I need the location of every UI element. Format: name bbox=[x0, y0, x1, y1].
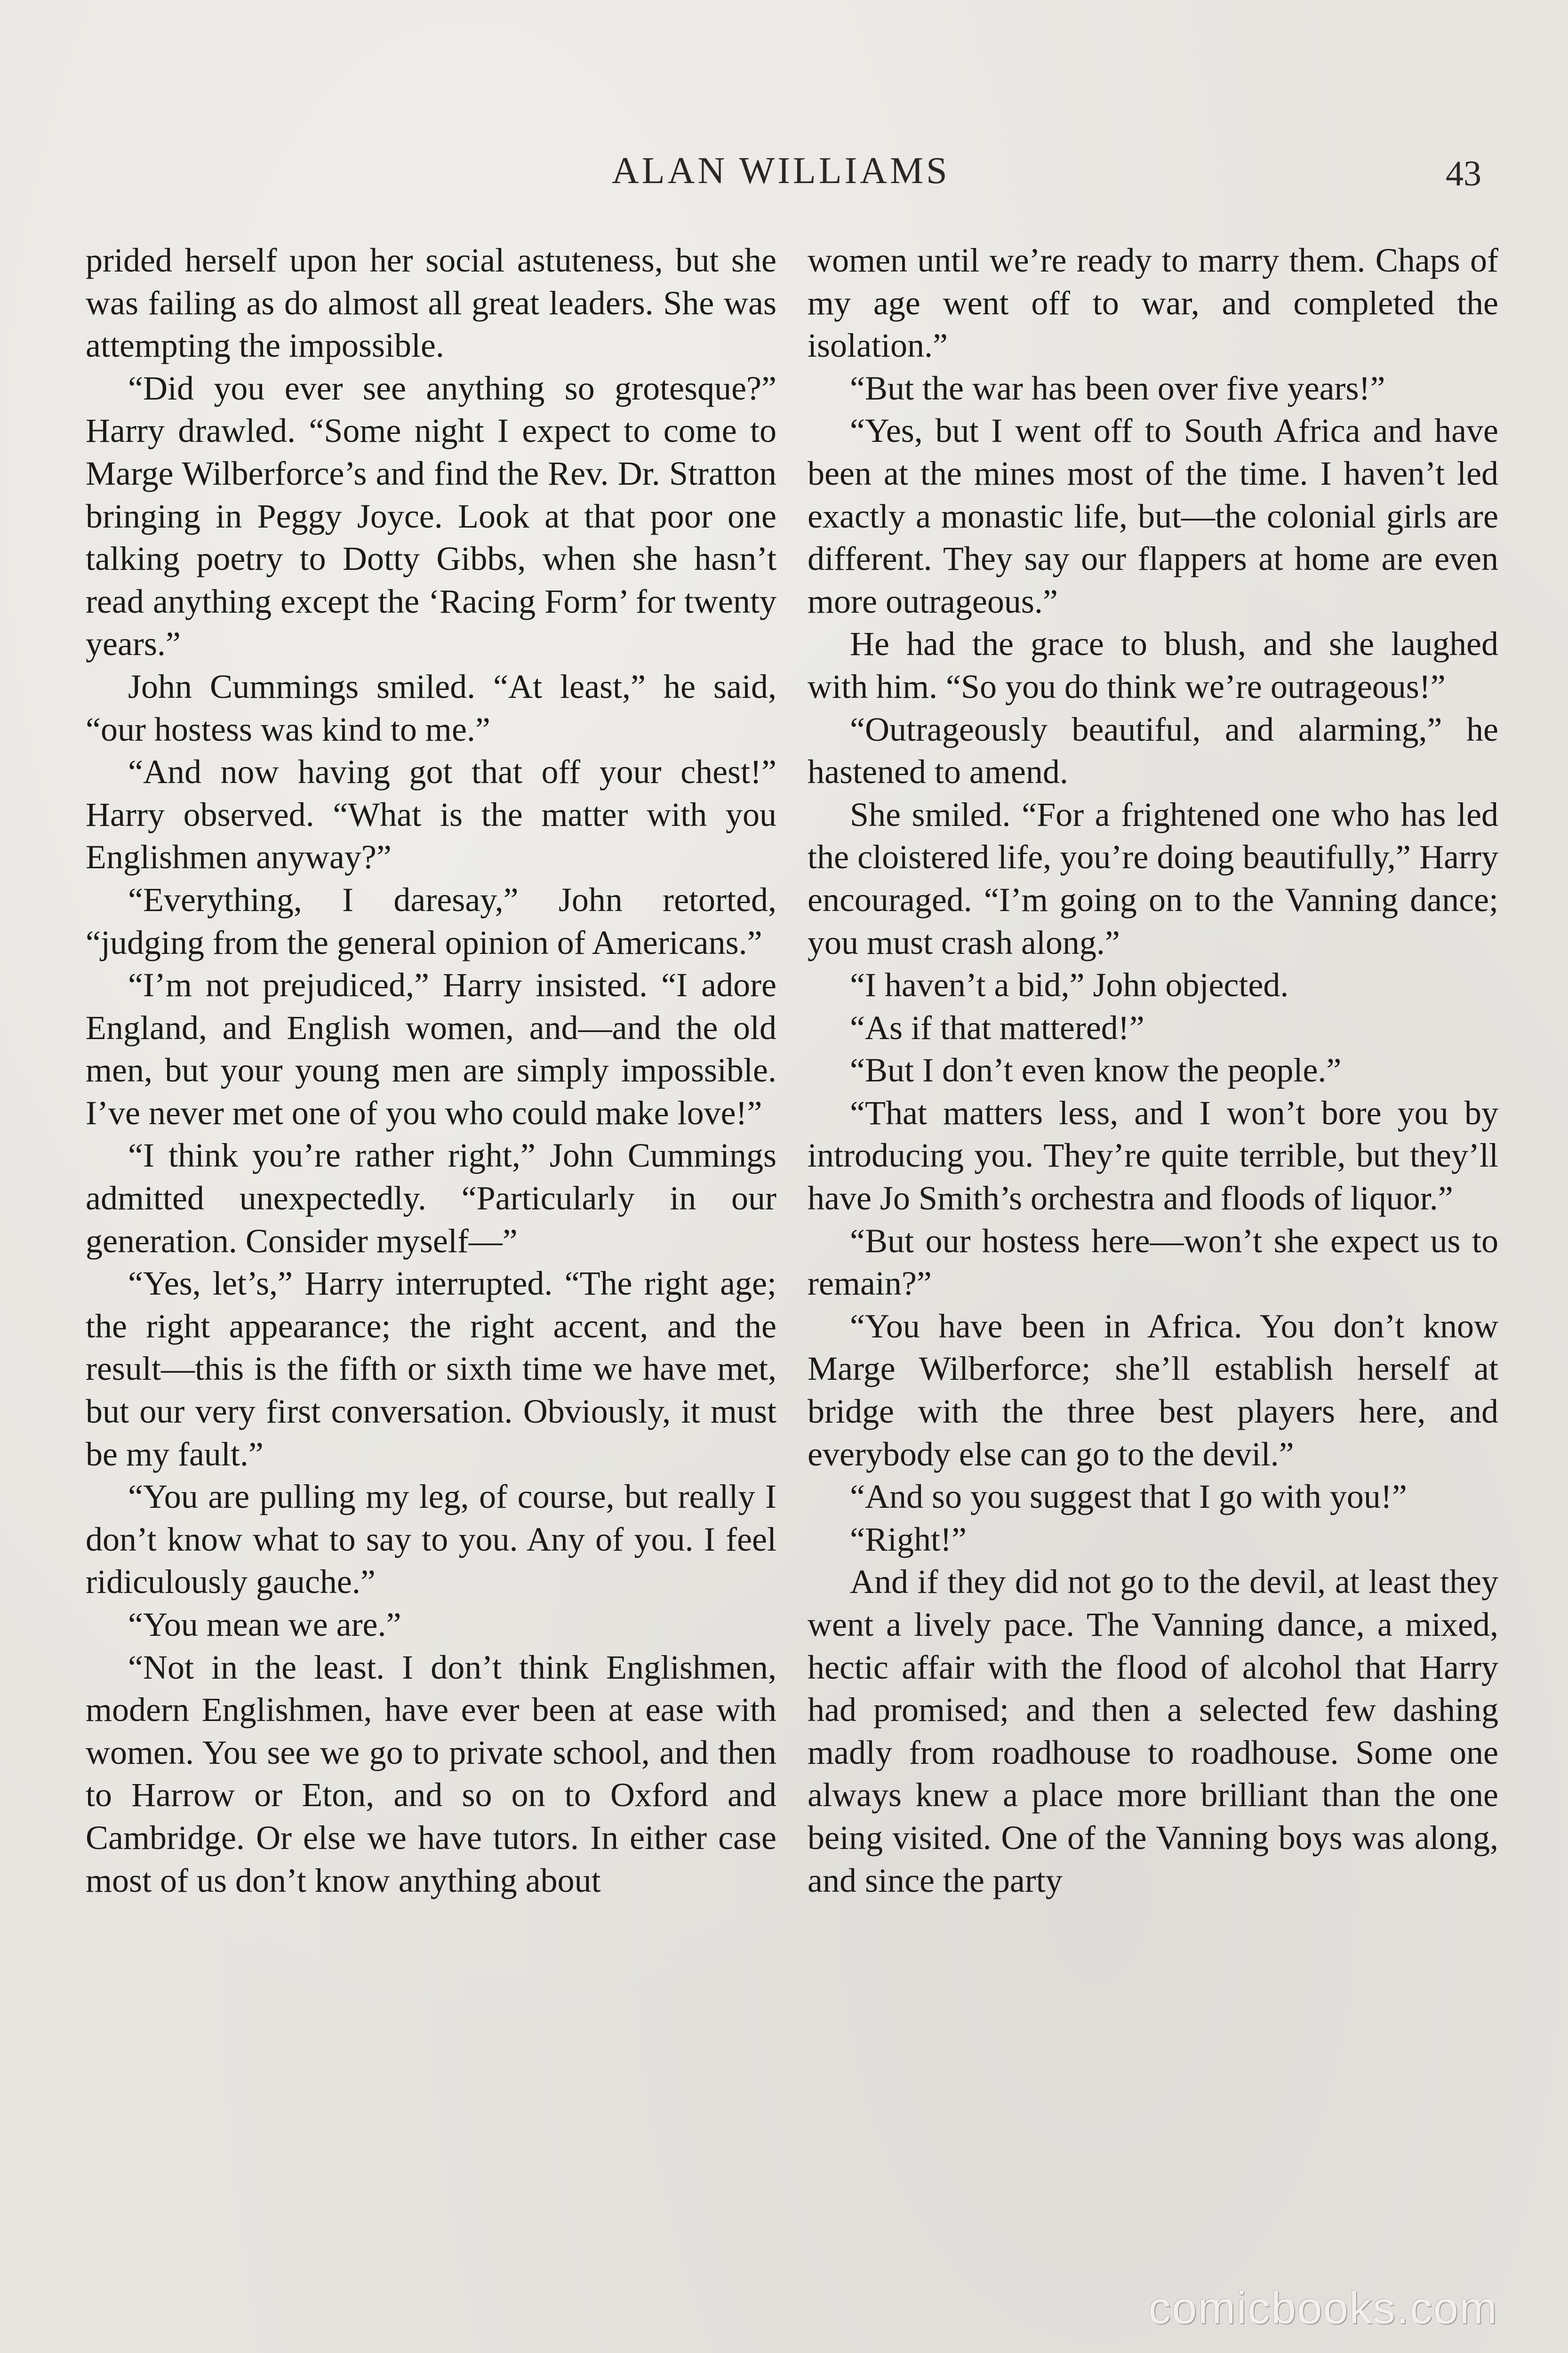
paragraph: “You are pulling my leg, of course, but really I don’t know what to say to you. Any of you. I feel ridiculously gauche.” bbox=[86, 1478, 776, 1601]
running-title: ALAN WILLIAMS bbox=[612, 150, 950, 192]
paragraph: “Yes, but I went off to South Africa and have been at the mines most of the time. I haven’t led exactly a monastic life, but—the colonial girls are different. They say our flappers at home are even more outrageous.” bbox=[808, 412, 1498, 620]
running-head bbox=[0, 150, 1568, 201]
paragraph: women until we’re ready to marry them. Chaps of my age went off to war, and completed the isolation.” bbox=[808, 241, 1498, 365]
paragraph: He had the grace to blush, and she laughed with him. “So you do think we’re outrageous!” bbox=[808, 625, 1498, 705]
right-text-column bbox=[808, 239, 1498, 1902]
paragraph: “But our hostess here—won’t she expect us to remain?” bbox=[808, 1222, 1498, 1303]
paragraph: “As if that mattered!” bbox=[850, 1008, 1144, 1047]
paragraph: “But I don’t even know the people.” bbox=[850, 1051, 1342, 1089]
paragraph: “Not in the least. I don’t think Englishmen, modern Englishmen, have ever been at ease with women. You see we go to private school, and then to Harrow or Eton, and so on to Oxford and Cambridge. Or else we have tutors. In either case most of us don’t know anything about bbox=[86, 1648, 776, 1899]
paragraph: “You have been in Africa. You don’t know Marge Wilberforce; she’ll establish herself at bridge with the three best players here, and everybody else can go to the devil.” bbox=[808, 1307, 1498, 1473]
paragraph: And if they did not go to the devil, at least they went a lively pace. The Vanning dance, a mixed, hectic affair with the flood of alcohol that Harry had promised; and then a selected few dashing madly from roadhouse to roadhouse. Some one always knew a place more brilliant than the one being visited. One of the Vanning boys was along, and since the party bbox=[808, 1563, 1498, 1899]
paragraph: “I’m not prejudiced,” Harry insisted. “I adore England, and English women, and—and the old men, but your young men are simply impossible. I’ve never met one of you who could make love!” bbox=[86, 966, 776, 1132]
paragraph: “Everything, I daresay,” John retorted, “judging from the general opinion of Americans.” bbox=[86, 880, 776, 961]
paragraph: prided herself upon her social astuteness, but she was failing as do almost all great leaders. She was attempting the impossible. bbox=[86, 241, 776, 365]
paragraph: “Right!” bbox=[850, 1520, 967, 1558]
paragraph: She smiled. “For a frightened one who has led the cloistered life, you’re doing beautifully,” Harry encouraged. “I’m going on to the Vanning dance; you must crash along.” bbox=[808, 795, 1498, 961]
paragraph: “I think you’re rather right,” John Cummings admitted unexpectedly. “Particularly in our generation. Consider myself—” bbox=[86, 1136, 776, 1260]
paragraph: “I haven’t a bid,” John objected. bbox=[850, 966, 1289, 1004]
site-watermark: comicbooks.com bbox=[1148, 2283, 1498, 2333]
page-number: 43 bbox=[1446, 154, 1481, 193]
paragraph: “But the war has been over five years!” bbox=[850, 369, 1385, 407]
paragraph: “And now having got that off your chest!” Harry observed. “What is the matter with you Englishmen anyway?” bbox=[86, 753, 776, 876]
left-text-column bbox=[86, 239, 776, 1902]
paragraph: “That matters less, and I won’t bore you by introducing you. They’re quite terrible, but they’ll have Jo Smith’s orchestra and floods of liquor.” bbox=[808, 1094, 1498, 1217]
paragraph: “You mean we are.” bbox=[128, 1606, 401, 1643]
paragraph: John Cummings smiled. “At least,” he said, “our hostess was kind to me.” bbox=[86, 667, 776, 748]
paragraph: “Outrageously beautiful, and alarming,” he hastened to amend. bbox=[808, 710, 1498, 791]
paragraph: “Did you ever see anything so grotesque?” Harry drawled. “Some night I expect to come to Marge Wilberforce’s and find the Rev. Dr. Stratton bringing in Peggy Joyce. Look at that poor one talking poetry to Dotty Gibbs, when she hasn’t read anything except the ‘Racing Form’ for twenty years.” bbox=[86, 369, 776, 663]
paragraph: “And so you suggest that I go with you!” bbox=[850, 1478, 1407, 1516]
paragraph: “Yes, let’s,” Harry interrupted. “The right age; the right appearance; the right accent, and the result—this is the fifth or sixth time we have met, but our very first conversation. Obviously, it must be my fault.” bbox=[86, 1265, 776, 1473]
